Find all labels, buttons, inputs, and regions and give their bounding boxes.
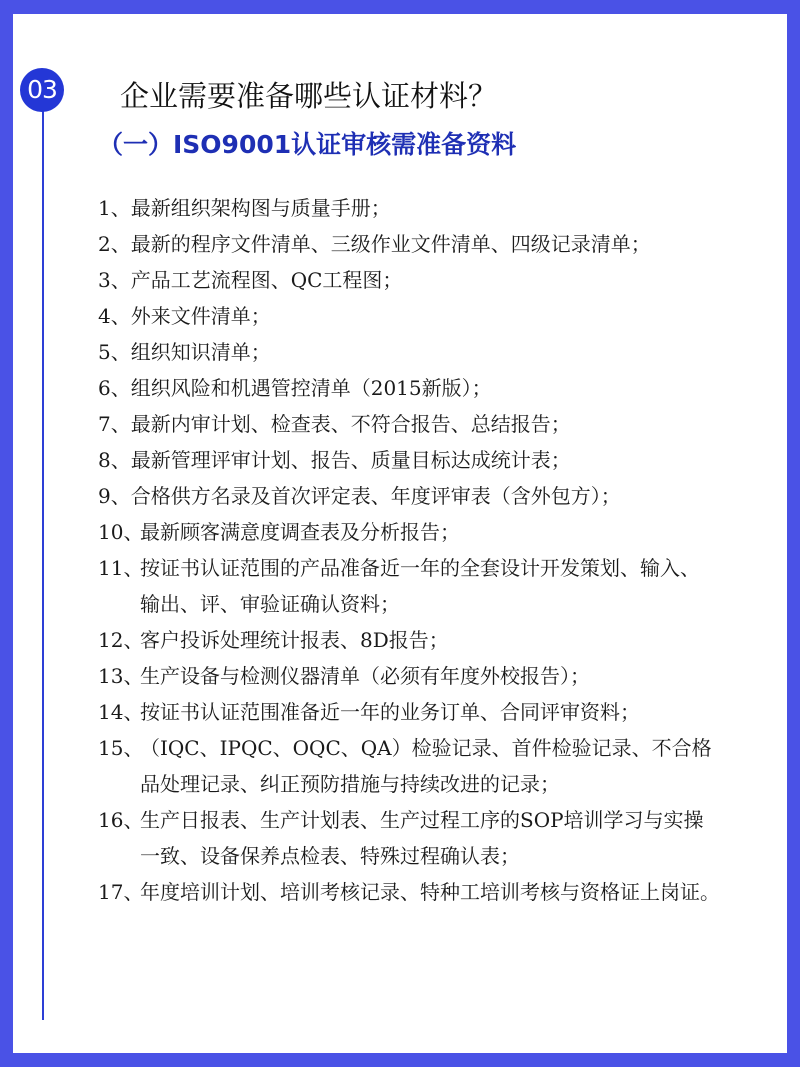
list-item-line: 年度培训计划、培训考核记录、特种工培训考核与资格证上岗证。	[140, 880, 720, 904]
list-item-text	[131, 406, 778, 442]
list-item-text	[131, 442, 778, 478]
list-item-text	[131, 334, 778, 370]
list-item-line: 外来文件清单；	[130, 304, 271, 328]
list-item-text	[140, 550, 778, 622]
list-item-number: 11、	[98, 556, 144, 580]
list-item	[98, 370, 778, 406]
list-item-line: 最新内审计划、检查表、不符合报告、总结报告；	[130, 412, 571, 436]
list-item-number: 10、	[98, 520, 144, 544]
list-item	[98, 298, 778, 334]
list-item	[98, 334, 778, 370]
list-item-number: 7、	[98, 412, 131, 436]
list-item	[98, 694, 778, 730]
list-item	[98, 478, 778, 514]
list-item	[98, 658, 778, 694]
list-item-text	[131, 190, 778, 226]
list-item-line: 最新的程序文件清单、三级作业文件清单、四级记录清单；	[130, 232, 651, 256]
list-item	[98, 550, 778, 622]
timeline-line	[42, 82, 44, 1020]
list-item-number: 13、	[98, 664, 144, 688]
list-item-line: 客户投诉处理统计报表、8D报告；	[140, 628, 449, 652]
list-item-text	[131, 478, 778, 514]
list-item-number: 12、	[98, 628, 144, 652]
list-item-line: 产品工艺流程图、QC工程图；	[130, 268, 403, 292]
list-item-line: （IQC、IPQC、OQC、QA）检验记录、首件检验记录、不合格	[140, 736, 712, 760]
list-item	[98, 190, 778, 226]
list-item-line: 按证书认证范围的产品准备近一年的全套设计开发策划、输入、	[140, 556, 700, 580]
list-item-line: 生产日报表、生产计划表、生产过程工序的SOP培训学习与实操	[140, 808, 704, 832]
list-item-text	[140, 874, 778, 910]
list-item-line: 生产设备与检测仪器清单（必须有年度外校报告）；	[140, 664, 590, 688]
list-item-text	[140, 514, 778, 550]
list-item-number: 15、	[98, 736, 144, 760]
list-item-line: 一致、设备保养点检表、特殊过程确认表；	[140, 844, 520, 868]
list-item	[98, 514, 778, 550]
list-item	[98, 730, 778, 802]
list-item-text	[140, 802, 778, 874]
list-item-number: 5、	[98, 340, 131, 364]
list-item	[98, 406, 778, 442]
list-item-text	[131, 226, 778, 262]
list-item-line: 最新顾客满意度调查表及分析报告；	[140, 520, 460, 544]
list-item	[98, 226, 778, 262]
list-item-text	[131, 298, 778, 334]
section-number-badge: 03	[20, 68, 64, 112]
list-item-number: 14、	[98, 700, 144, 724]
list-item-number: 2、	[98, 232, 131, 256]
requirements-list	[98, 190, 778, 910]
list-item-line: 组织知识清单；	[130, 340, 271, 364]
section-title: 企业需要准备哪些认证材料？	[120, 79, 498, 113]
list-item-text	[140, 694, 778, 730]
list-item	[98, 622, 778, 658]
list-item-line: 组织风险和机遇管控清单（2015新版）；	[130, 376, 492, 400]
list-item-number: 16、	[98, 808, 144, 832]
list-item	[98, 802, 778, 874]
list-item-text	[131, 370, 778, 406]
list-item-number: 3、	[98, 268, 131, 292]
list-item-line: 最新组织架构图与质量手册；	[130, 196, 391, 220]
list-item-number: 8、	[98, 448, 131, 472]
list-item-text	[140, 622, 778, 658]
list-item-number: 1、	[98, 196, 131, 220]
list-item	[98, 442, 778, 478]
list-item-line: 品处理记录、纠正预防措施与持续改进的记录；	[140, 772, 560, 796]
list-item	[98, 262, 778, 298]
list-item-number: 17、	[98, 880, 144, 904]
list-item-text	[131, 262, 778, 298]
list-item-text	[140, 658, 778, 694]
list-item-line: 最新管理评审计划、报告、质量目标达成统计表；	[130, 448, 571, 472]
list-item-number: 9、	[98, 484, 131, 508]
list-item	[98, 874, 778, 910]
list-item-number: 4、	[98, 304, 131, 328]
list-item-line: 合格供方名录及首次评定表、年度评审表（含外包方）；	[130, 484, 621, 508]
list-item-text	[140, 730, 778, 802]
section-subtitle: （一）ISO9001认证审核需准备资料	[98, 130, 517, 159]
list-item-line: 输出、评、审验证确认资料；	[140, 592, 400, 616]
list-item-line: 按证书认证范围准备近一年的业务订单、合同评审资料；	[140, 700, 640, 724]
list-item-number: 6、	[98, 376, 131, 400]
